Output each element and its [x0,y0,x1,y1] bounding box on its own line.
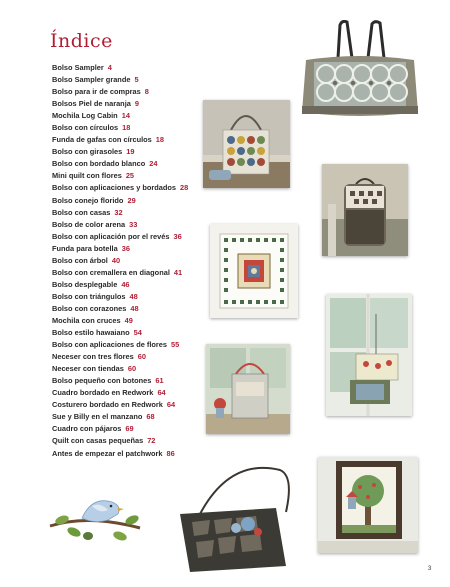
toc-entry [52,448,252,460]
toc-entry-page: 28 [180,183,189,193]
toc-entry-page: 4 [107,63,112,72]
toc-entry-title: Bolso Sampler [52,63,104,72]
toc-entry [52,207,252,219]
toc-entry-page: 33 [129,219,138,229]
page-number: 3 [428,566,432,572]
toc-entry-title: Mochila Log Cabin [52,111,118,121]
toc-entry-title: Bolso con girasoles [52,147,123,157]
toc-entry-title: Bolso con aplicaciones de flores [52,340,167,350]
toc-entry-page: 18 [122,123,131,133]
toc-entry-title: Bolso con árbol [52,255,108,265]
photo-mini-quilt [210,224,298,318]
toc-entry-title: Neceser con tres flores [52,352,134,362]
toc-entry-title: Bolso con bordado blanco [52,159,146,169]
toc-entry-title: Bolso desplegable [52,279,118,289]
toc-entry-title: Cuadro con pájaros [52,424,122,434]
toc-entry-title: Funda de gafas con círculos [52,135,152,145]
toc-entry [52,86,252,98]
toc-entry-title: Bolsos Piel de naranja [52,99,131,109]
toc-entry-title: Sue y Billy en el manzano [52,412,143,422]
toc-entry-title: Quilt con casas pequeñas [52,436,144,446]
toc-entry-title: Bolso Sampler grande [52,75,131,85]
toc-entry-title: Cuadro bordado en Redwork [52,388,154,398]
toc-entry-page: 86 [166,448,175,458]
page-title: Índice [50,30,113,52]
toc-entry-page: 41 [173,267,183,277]
toc-entry-page: 64 [166,400,176,410]
toc-entry-page: 5 [134,75,139,85]
toc-entry-page: 64 [157,388,166,398]
photo-zipper-pouches [326,294,412,416]
toc-entry-page: 69 [125,424,134,434]
toc-entry-page: 48 [130,303,139,313]
toc-entry-page: 36 [121,243,130,253]
toc-entry-page: 61 [155,376,164,386]
toc-entry-title: Bolso de color arena [52,219,126,229]
toc-entry-page: 14 [121,111,130,121]
photo-framed-tree [318,457,418,553]
toc-entry-page: 72 [147,436,156,446]
photo-crossbody-bag [170,462,298,574]
toc-entry-title: Bolso conejo florido [52,195,124,205]
toc-entry-title: Bolso con aplicación por el revés [52,231,170,241]
toc-entry-page: 8 [144,87,149,97]
toc-entry-title: Costurero bordado en Redwork [52,400,163,410]
toc-entry-page: 60 [137,352,146,362]
toc-entry-page: 32 [114,207,123,217]
toc-entry-title: Antes de empezar el patchwork [52,448,163,458]
photo-sunflower-tote [203,100,290,188]
toc-entry-page: 49 [124,315,133,325]
bird-on-branch-illustration [48,492,144,550]
toc-entry-page: 40 [111,255,121,265]
toc-entry-page: 68 [146,412,155,422]
toc-entry-page: 36 [173,231,182,241]
toc-entry-title: Mini quilt con flores [52,171,122,181]
toc-entry [52,435,252,447]
toc-entry [52,195,252,207]
photo-backpack [322,164,408,256]
toc-entry-page: 24 [149,159,158,169]
toc-entry-page: 55 [171,340,180,350]
toc-entry-page: 54 [133,328,142,338]
toc-entry [52,327,252,339]
toc-entry-title: Bolso con cremallera en diagonal [52,267,170,277]
toc-entry-title: Funda para botella [52,243,118,253]
toc-entry-title: Neceser con tiendas [52,364,124,374]
toc-entry-title: Bolso estilo hawaiano [52,328,130,338]
photo-large-bag [300,20,420,120]
toc-entry-page: 19 [126,147,135,157]
toc-entry [52,62,252,74]
toc-entry-title: Mochila con cruces [52,315,121,325]
toc-entry-title: Bolso para ir de compras [52,87,141,97]
toc-entry-page: 48 [129,291,138,301]
toc-entry-title: Bolso con triángulos [52,291,126,301]
toc-entry-title: Bolso pequeño con botones [52,376,152,386]
photo-basket-bag [206,344,290,434]
toc-entry-page: 46 [121,279,130,289]
toc-entry-title: Bolso con corazones [52,303,127,313]
toc-entry-page: 25 [125,171,135,181]
toc-entry-page: 18 [155,135,165,145]
toc-entry-title: Bolso con círculos [52,123,119,133]
toc-entry-title: Bolso con casas [52,207,111,217]
toc-entry-page: 9 [134,99,139,109]
toc-entry-page: 29 [127,195,136,205]
toc-entry-page: 60 [127,364,137,374]
toc-entry-title: Bolso con aplicaciones y bordados [52,183,177,193]
toc-entry [52,74,252,86]
